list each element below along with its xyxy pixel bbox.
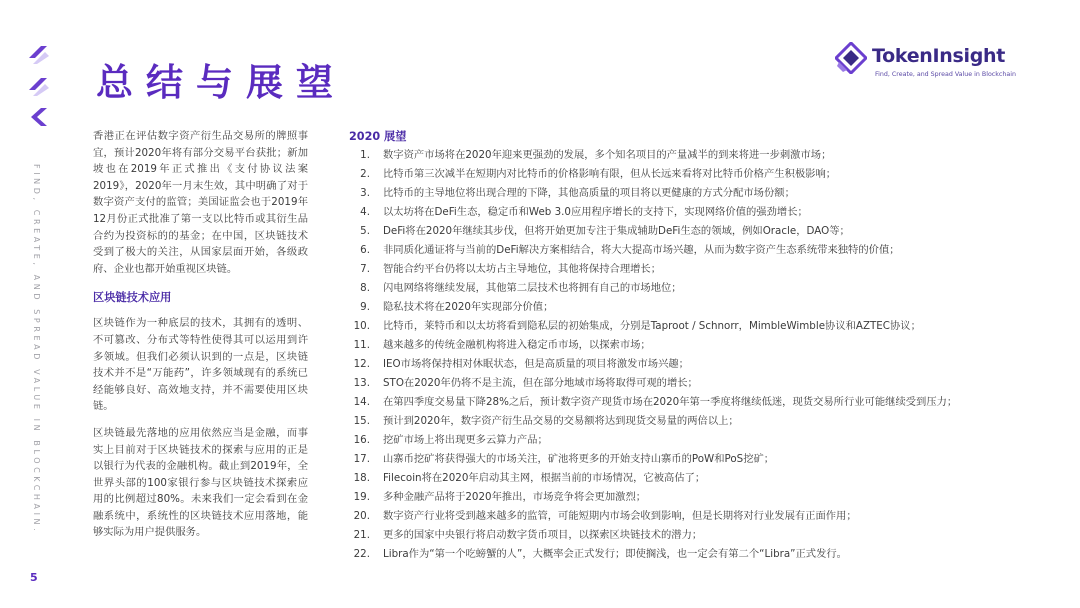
item-number: 18. [353,472,370,484]
item-number: 3. [360,187,370,199]
item-number: 17. [353,453,370,465]
list-item [349,507,1049,526]
item-text: 数字资产行业将受到越来越多的监管，可能短期内市场会收到影响，但是长期将对行业发展有正面作用； [383,510,857,522]
item-number: 11. [353,339,370,351]
list-item [349,355,1049,374]
item-text: 在第四季度交易量下降28%之后，预计数字资产现货市场在2020年第一季度将继续低迷，现货交易所行业可能继续受到压力； [383,396,958,408]
list-item [349,241,1049,260]
list-item [349,393,1049,412]
item-number: 2. [360,168,370,180]
tokeninsight-logo-icon [835,42,867,74]
chevron-decoration-icon [27,44,51,66]
item-number: 9. [360,301,370,313]
item-text: Libra作为“第一个吃螃蟹的人”，大概率会正式发行；即使搁浅，也一定会有第二个“Libra”正式发行。 [383,548,847,560]
outlook-section [349,128,1049,564]
list-item [349,298,1049,317]
list-item [349,450,1049,469]
list-item [349,336,1049,355]
section-title-blockchain-apps: 区块链技术应用 [93,291,172,305]
chevron-decoration-icon [27,76,51,98]
item-text: 多种金融产品将于2020年推出，市场竞争将会更加激烈； [383,491,647,503]
item-number: 22. [353,548,370,560]
outlook-list [349,146,1049,564]
list-item [349,146,1049,165]
left-column [93,128,308,541]
item-text: DeFi将在2020年继续其步伐，但将开始更加专注于集成辅助DeFi生态的领域，例如Oracle，DAO等； [383,225,850,237]
item-number: 7. [360,263,370,275]
list-item [349,488,1049,507]
item-text: 比特币第三次减半在短期内对比特币的价格影响有限，但从长远来看将对比特币价格产生积极影响； [383,168,837,180]
list-item [349,222,1049,241]
list-item [349,545,1049,564]
list-item [349,526,1049,545]
item-number: 6. [360,244,370,256]
item-text: 山寨币挖矿将获得强大的市场关注，矿池将更多的开始支持山寨币的PoW和PoS挖矿； [383,453,775,465]
item-text: STO在2020年仍将不是主流，但在部分地域市场将取得可观的增长； [383,377,698,389]
item-number: 14. [353,396,370,408]
outlook-title: 2020 展望 [349,130,407,143]
item-text: 预计到2020年，数字资产衍生品交易的交易额将达到现货交易量的两倍以上； [383,415,739,427]
item-number: 10. [353,320,370,332]
item-text: 闪电网络将继续发展，其他第二层技术也将拥有自己的市场地位； [383,282,682,294]
item-number: 15. [353,415,370,427]
intro-paragraph: 香港正在评估数字资产衍生品交易所的牌照事宜，预计2020年将有部分交易平台获批；新加坡也在2019年正式推出《支付协议法案2019》，2020年一月末生效，其中明确了对于数字资产支付的监管；美国证监会也于2019年12月份正式批准了第一支以比特币或其衍生品合约为投资标的的基金；在中国，区块链技术受到了极大的关注，从国家层面开始，各级政府、企业也都开始重视区块链。 [93,130,308,275]
list-item [349,317,1049,336]
item-text: 比特币，莱特币和以太坊将看到隐私层的初始集成，分别是Taproot / Schnorr，MimbleWimble协议和AZTEC协议； [383,320,921,332]
item-number: 1. [360,149,370,161]
item-text: 非同质化通证将与当前的DeFi解决方案相结合，将大大提高市场兴趣，从而为数字资产生态系统带来独特的价值； [383,244,900,256]
blockchain-paragraph-2: 区块链最先落地的应用依然应当是金融，而事实上目前对于区块链技术的探索与应用的正是以银行为代表的金融机构。截止到2019年，全世界头部的100家银行参与区块链技术探索应用的比例超过80%。未来我们一定会看到在金融系统中，系统性的区块链技术应用落地，能够实际为用户提供服务。 [93,426,308,539]
list-item [349,374,1049,393]
item-text: 越来越多的传统金融机构将进入稳定币市场，以探索市场； [383,339,651,351]
item-number: 5. [360,225,370,237]
item-number: 21. [353,529,370,541]
vertical-tagline: FIND, CREATE, AND SPREAD VALUE IN BLOCKCHAIN. [32,164,41,535]
list-item [349,165,1049,184]
item-number: 8. [360,282,370,294]
item-text: 挖矿市场上将出现更多云算力产品； [383,434,548,446]
logo-name: TokenInsight [872,45,1006,67]
item-text: 数字资产市场将在2020年迎来更强劲的发展，多个知名项目的产量减半的到来将进一步刺激市场； [383,149,832,161]
item-text: 智能合约平台仍将以太坊占主导地位，其他将保持合理增长； [383,263,662,275]
item-text: 以太坊将在DeFi生态，稳定币和Web 3.0应用程序增长的支持下，实现网络价值的强劲增长； [383,206,808,218]
list-item [349,412,1049,431]
item-number: 4. [360,206,370,218]
blockchain-paragraph-1: 区块链作为一种底层的技术，其拥有的透明、不可篡改、分布式等特性使得其可以运用到许多领域。但我们必须认识到的一点是，区块链技术并不是“万能药”，许多领域现有的系统已经能够良好、高效地支持，并不需要使用区块链。 [93,317,308,413]
list-item [349,184,1049,203]
item-text: 更多的国家中央银行将启动数字货币项目，以探索区块链技术的潜力； [383,529,703,541]
list-item [349,203,1049,222]
list-item [349,279,1049,298]
list-item [349,469,1049,488]
list-item [349,260,1049,279]
item-number: 12. [353,358,370,370]
page-title: 总结与展望 [96,61,346,104]
item-number: 16. [353,434,370,446]
item-text: 隐私技术将在2020年实现部分价值； [383,301,554,313]
item-number: 20. [353,510,370,522]
item-text: 比特币的主导地位将出现合理的下降，其他高质量的项目将以更健康的方式分配市场份额； [383,187,795,199]
logo-tagline: Find, Create, and Spread Value in Blockchain [875,71,1016,78]
item-number: 19. [353,491,370,503]
tokeninsight-logo [835,42,1035,82]
list-item [349,431,1049,450]
item-text: IEO市场将保持相对休眠状态，但是高质量的项目将激发市场兴趣； [383,358,689,370]
page-number: 5 [30,571,38,584]
chevron-decoration-icon [27,106,51,128]
item-number: 13. [353,377,370,389]
item-text: Filecoin将在2020年启动其主网，根据当前的市场情况，它被高估了； [383,472,706,484]
